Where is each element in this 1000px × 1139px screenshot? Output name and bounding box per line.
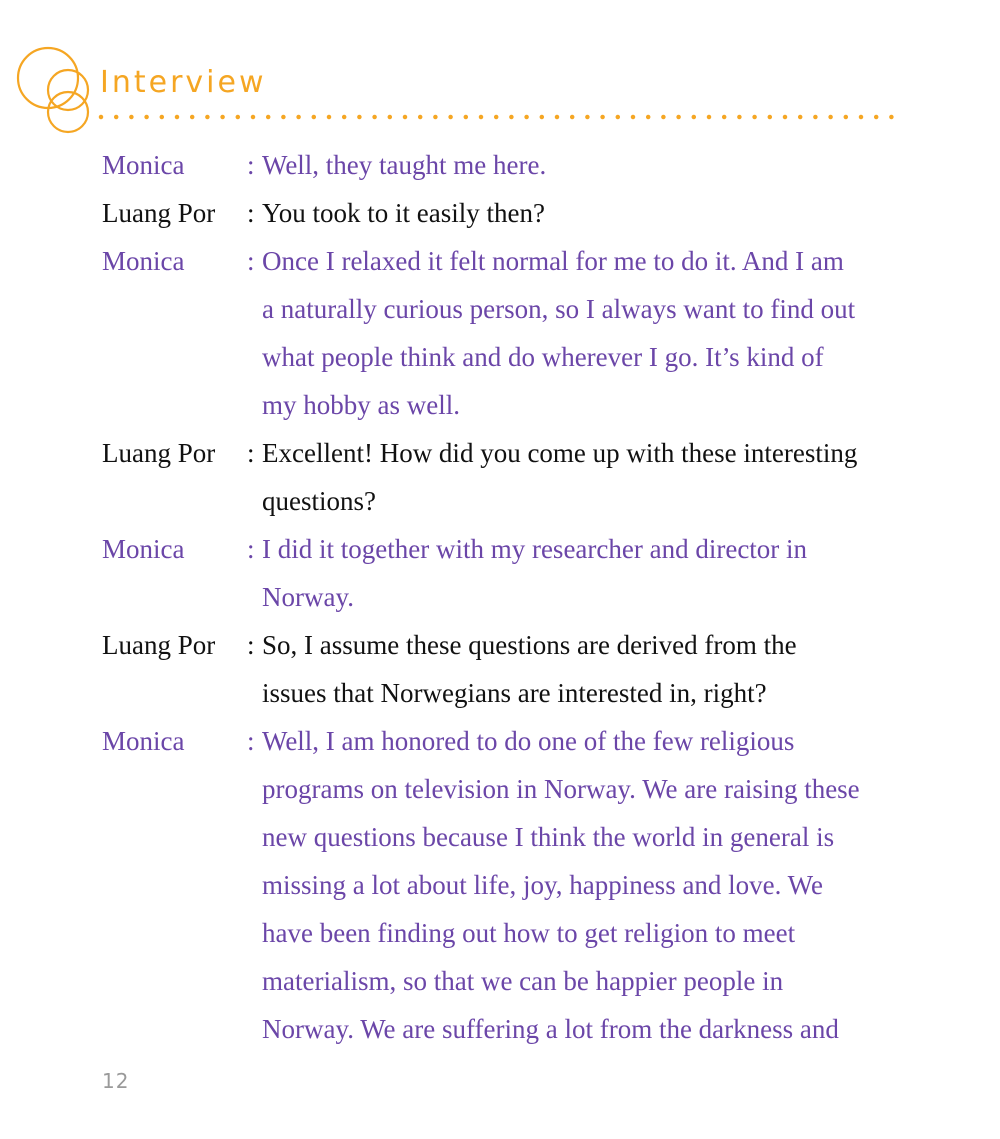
dialogue-turn bbox=[102, 525, 982, 621]
speaker-name: Monica bbox=[102, 150, 185, 180]
dialogue-turn bbox=[102, 429, 982, 525]
speech-text bbox=[262, 621, 912, 717]
speaker-separator: : bbox=[247, 198, 255, 228]
speech-line: Once I relaxed it felt normal for me to do it. And I am bbox=[262, 246, 844, 276]
speech-line: Well, they taught me here. bbox=[262, 150, 547, 180]
speech-text bbox=[262, 237, 912, 429]
speech-line: a naturally curious person, so I always want to find out bbox=[262, 294, 856, 324]
speech-line: have been finding out how to get religion to meet bbox=[262, 918, 796, 948]
dialogue-turn bbox=[102, 621, 982, 717]
speaker-separator: : bbox=[247, 726, 255, 756]
speech-text bbox=[262, 141, 912, 189]
section-header bbox=[0, 0, 1000, 140]
speaker-separator: : bbox=[247, 630, 255, 660]
dialogue-turn bbox=[102, 237, 982, 429]
speech-text bbox=[262, 189, 912, 237]
speaker-name: Monica bbox=[102, 534, 185, 564]
speech-line: materialism, so that we can be happier people in bbox=[262, 966, 784, 996]
speaker-name: Luang Por bbox=[102, 630, 216, 660]
speech-line: Norway. We are suffering a lot from the darkness and bbox=[262, 1014, 839, 1044]
dialogue-turn bbox=[102, 717, 982, 1053]
dialogue-turn bbox=[102, 141, 982, 189]
speech-line: issues that Norwegians are interested in, right? bbox=[262, 678, 767, 708]
speech-line: Norway. bbox=[262, 582, 354, 612]
speaker-separator: : bbox=[247, 438, 255, 468]
speech-line: I did it together with my researcher and director in bbox=[262, 534, 808, 564]
speech-text bbox=[262, 429, 912, 525]
speaker-separator: : bbox=[247, 534, 255, 564]
dotted-divider bbox=[98, 112, 908, 122]
speaker-name: Luang Por bbox=[102, 198, 216, 228]
speech-line: You took to it easily then? bbox=[262, 198, 545, 228]
speaker-name: Monica bbox=[102, 246, 185, 276]
speech-line: my hobby as well. bbox=[262, 390, 460, 420]
page-number: 12 bbox=[102, 1069, 130, 1093]
section-title: Interview bbox=[100, 65, 267, 100]
speech-line: questions? bbox=[262, 486, 376, 516]
interlocking-circles-icon bbox=[12, 40, 102, 135]
interview-transcript bbox=[102, 141, 982, 1053]
speech-line: programs on television in Norway. We are raising these bbox=[262, 774, 860, 804]
speaker-name: Monica bbox=[102, 726, 185, 756]
speaker-separator: : bbox=[247, 150, 255, 180]
dialogue-turn bbox=[102, 189, 982, 237]
speech-line: Excellent! How did you come up with these interesting bbox=[262, 438, 858, 468]
speaker-separator: : bbox=[247, 246, 255, 276]
speech-line: So, I assume these questions are derived from the bbox=[262, 630, 797, 660]
speech-line: missing a lot about life, joy, happiness and love. We bbox=[262, 870, 823, 900]
speech-line: what people think and do wherever I go. It’s kind of bbox=[262, 342, 824, 372]
speech-line: Well, I am honored to do one of the few religious bbox=[262, 726, 795, 756]
speech-line: new questions because I think the world in general is bbox=[262, 822, 835, 852]
speech-text bbox=[262, 525, 912, 621]
speech-text bbox=[262, 717, 912, 1053]
speaker-name: Luang Por bbox=[102, 438, 216, 468]
